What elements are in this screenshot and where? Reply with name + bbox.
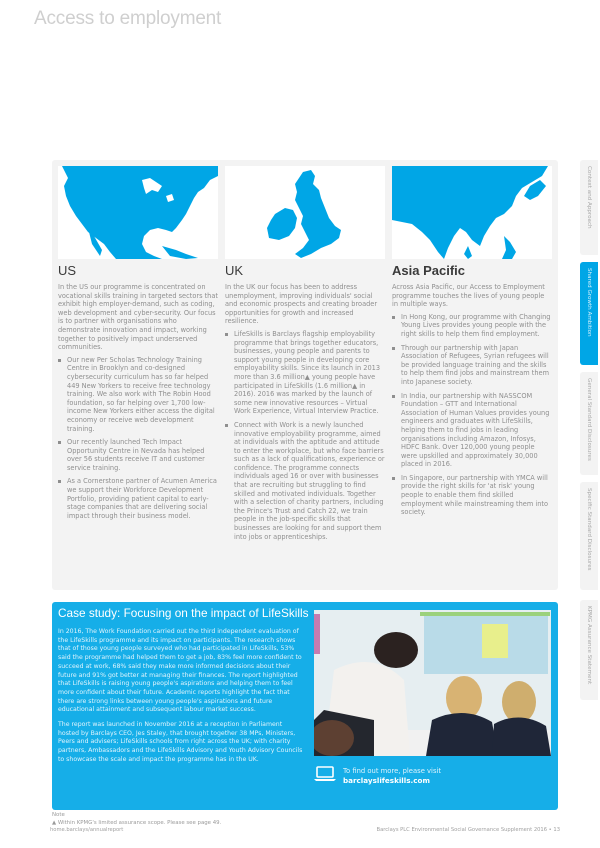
tab-shared-growth-ambition[interactable] — [580, 262, 598, 365]
region-heading: Asia Pacific — [392, 263, 465, 278]
region-heading: US — [58, 263, 77, 278]
tab-label: Specific Standard Disclosures — [586, 488, 592, 571]
tab-label: General Standard Disclosures — [586, 378, 592, 461]
note — [52, 812, 221, 827]
list-item — [58, 356, 218, 433]
case-study-body — [58, 628, 303, 771]
region-us — [58, 263, 218, 525]
region-uk — [225, 263, 385, 546]
page-title: Access to employment — [34, 8, 222, 29]
bullet-text: In Singapore, our partnership with YMCA will provide the right skills for 'at risk' young people to enable them find skilled employment while mainstreaming them into society. — [401, 473, 549, 517]
bullet-text: As a Cornerstone partner of Acumen America we support their Workforce Development Portfolio, providing patient capital to early-stage companies that are delivering social impact through their business model. — [67, 477, 217, 520]
list-item — [392, 344, 552, 387]
bullet-icon — [58, 359, 61, 362]
visit-callout — [314, 762, 551, 802]
bullet-icon — [58, 480, 61, 483]
tab-general-standard-disclosures[interactable] — [580, 372, 598, 475]
list-item — [392, 392, 552, 469]
footer-page-info: Barclays PLC Environmental Social Governance Supplement 2016 • 13 — [376, 827, 560, 833]
bullet-icon — [392, 477, 395, 480]
bullet-text: LifeSkills is Barclays flagship employability programme that brings together educators, businesses, young people and parents to support young people in developing core employability skills. Since its launch in 2013 more than 3.6 million▲ young people have participated in LifeSkills (1.6 million▲ in 2016). 2016 was marked by the launch of some new innovative resources – Virtual Work Experience, Virtual Interview Practice. — [234, 329, 381, 416]
bullet-icon — [225, 424, 228, 427]
list-item — [225, 330, 385, 416]
bullet-text: In Hong Kong, our programme with Changing Young Lives provides young people with the right skills to help them find employment. — [401, 312, 551, 338]
case-study-title: Case study: Focusing on the impact of LifeSkills — [58, 606, 309, 620]
north-america-map-icon — [58, 166, 218, 259]
tab-label: Shared Growth Ambition — [586, 268, 592, 337]
case-study-paragraph: The report was launched in November 2016 at a reception in Parliament hosted by Barclays CEO, Jes Staley, that brought together 38 MPs, Ministers, Peers and advisers; LifeSkills schools from right across the UK; with charity partners, Ambassadors and the LifeSkills Advisory and Youth Advisory Councils to showcase the scale and impact the programme has in the UK. — [58, 721, 303, 763]
laptop-icon — [314, 766, 336, 782]
list-item — [392, 474, 552, 517]
bullet-icon — [392, 395, 395, 398]
bullet-icon — [225, 333, 228, 336]
bullet-text: Connect with Work is a newly launched innovative employability programme, aimed at individuals with the aptitude and attitude to enter the workplace, but who face barriers such as a lack of qualifications, experience or confidence. The programme connects individuals aged 16 or over with businesses that are recruiting but struggling to find skilled and motivated individuals. Together with a selection of charity partners, including the Prince's Trust and Catch 22, we train people in the job-specific skills that businesses are looking for and support them into jobs or apprenticeships. — [234, 420, 385, 541]
tab-specific-standard-disclosures[interactable] — [580, 482, 598, 590]
classroom-photo-icon — [314, 610, 551, 756]
bullet-text: In India, our partnership with NASSCOM Foundation – GTT and International Association of Human Values provides young engineers and graduates with LifeSkills, helping them to find jobs in leading organisations including Amazon, Infosys, HDFC Bank. Over 120,000 young people were upskilled and approximately 30,000 placed in 2016. — [401, 391, 550, 469]
region-intro: In the UK our focus has been to address unemployment, improving individuals' social and economic prospects and creating broader opportunities for growth and increased resilience. — [225, 283, 378, 326]
note-text: ▲ Within KPMG's limited assurance scope. Please see page 49. — [52, 819, 222, 826]
visit-text: To find out more, please visit — [343, 767, 442, 775]
footer-link[interactable]: home.barclays/annualreport — [50, 827, 124, 833]
bullet-icon — [58, 441, 61, 444]
list-item — [225, 421, 385, 541]
tab-label: KPMG Assurance Statement — [586, 606, 592, 685]
bullet-icon — [392, 316, 395, 319]
region-bullets — [392, 313, 552, 517]
list-item — [392, 313, 552, 339]
region-intro: In the US our programme is concentrated on vocational skills training in targeted sectors that exhibit high employer-demand, such as coding, web development and cyber-security. Our focus is to partner with organisations who demonstrate innovation and impact, working together to positively impact underserved communities. — [58, 283, 218, 352]
visit-link[interactable]: barclayslifeskills.com — [343, 776, 430, 785]
tab-context-and-approach[interactable] — [580, 160, 598, 255]
bullet-text: Through our partnership with Japan Association of Refugees, Syrian refugees will be provided language training and the skills to help them find jobs and mainstream them into Japanese society. — [401, 343, 550, 386]
region-bullets — [58, 356, 218, 521]
region-bullets — [225, 330, 385, 541]
bullet-icon — [392, 347, 395, 350]
case-study-paragraph: In 2016, The Work Foundation carried out the third independent evaluation of the LifeSkills programme and its impact on participants. The research shows that of those young people surveyed who had participated in LifeSkills, 53% said the programme had helped them to get a job, 83% feel more confident to succeed at work, 68% said they make more informed decisions about their future and 91% got better at managing their finances. The report highlighted that LifeSkills is raising young people's aspirations and helping them to feel more confident about their future. Academic reports highlight the fact that there are strong links between young people's aspirations and future educational attainment and subsequent labour market success. — [58, 628, 302, 714]
case-study-box — [52, 602, 558, 810]
bullet-text: Our recently launched Tech Impact Opportunity Centre in Nevada has helped over 56 students receive IT and customer service training. — [67, 438, 205, 472]
asia-pacific-map-icon — [392, 166, 552, 259]
tab-kpmg-assurance-statement[interactable] — [580, 600, 598, 700]
regions-panel — [52, 160, 558, 590]
uk-ireland-map-icon — [225, 166, 385, 259]
list-item — [58, 438, 218, 472]
region-heading: UK — [225, 263, 244, 278]
note-label: Note — [52, 812, 65, 818]
tab-label: Context and Approach — [586, 166, 592, 229]
region-asia-pacific — [392, 263, 552, 522]
bullet-text: Our new Per Scholas Technology Training Centre in Brooklyn and co-designed cybersecurity curriculum has so far helped 449 New Yorkers to receive free technology training. We also work with The Robin Hood foundation, so far helping over 1,700 low-income New Yorkers either access the digital economy or receive web development training. — [67, 355, 215, 433]
list-item — [58, 477, 218, 520]
region-intro: Across Asia Pacific, our Access to Employment programme touches the lives of young people in multiple ways. — [392, 283, 545, 309]
